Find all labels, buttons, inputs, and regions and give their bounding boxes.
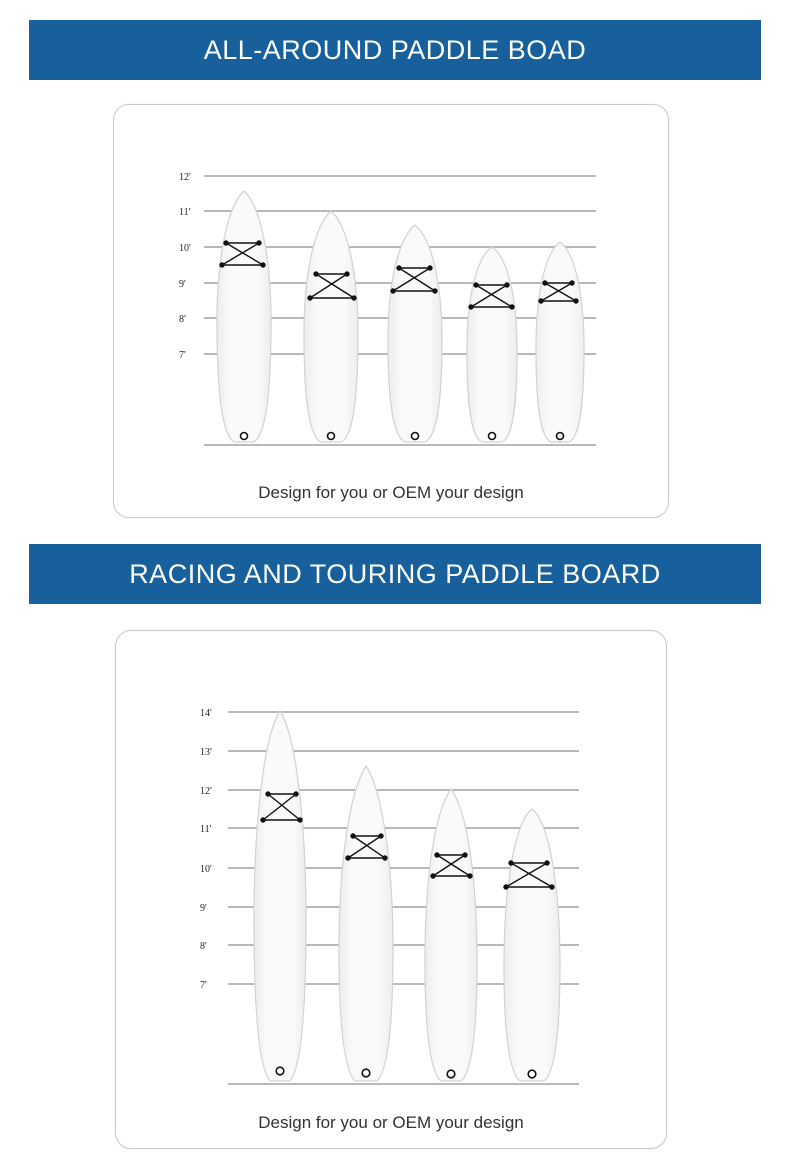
fin-box-icon (362, 1069, 370, 1077)
y-axis-label: 9' (200, 903, 207, 914)
fin-box-icon (528, 1070, 536, 1078)
y-axis-label: 13' (200, 747, 212, 758)
chart-caption: Design for you or OEM your design (258, 1113, 524, 1132)
paddle-board (425, 789, 477, 1081)
y-axis-label: 8' (200, 941, 207, 952)
paddle-board (536, 242, 584, 442)
y-axis-label: 8' (179, 314, 186, 325)
y-axis-label: 7' (200, 980, 207, 991)
board-size-chart-all-around (113, 104, 669, 518)
board-diagram (116, 631, 666, 1148)
y-axis-label: 10' (179, 243, 191, 254)
section-banner-racing-touring (29, 544, 761, 604)
fin-box-icon (328, 433, 335, 440)
paddle-board (388, 225, 442, 442)
section-title: ALL-AROUND PADDLE BOAD (203, 34, 587, 65)
y-axis-label: 7' (179, 350, 186, 361)
board-diagram (114, 105, 668, 517)
fin-box-icon (557, 433, 564, 440)
fin-box-icon (276, 1067, 284, 1075)
fin-box-icon (447, 1070, 455, 1078)
fin-box-icon (489, 433, 496, 440)
section-title: RACING AND TOURING PADDLE BOARD (129, 558, 661, 589)
y-axis-label: 12' (200, 786, 212, 797)
paddle-board (467, 247, 517, 442)
y-axis-label: 11' (179, 207, 191, 218)
paddle-board (339, 766, 393, 1081)
paddle-board (504, 809, 560, 1081)
y-axis-label: 14' (200, 708, 212, 719)
paddle-board (304, 211, 358, 442)
y-axis-label: 10' (200, 864, 212, 875)
fin-box-icon (241, 433, 248, 440)
y-axis-label: 12' (179, 172, 191, 183)
y-axis-label: 11' (200, 824, 212, 835)
section-banner-all-around (29, 20, 761, 80)
paddle-board (217, 191, 271, 442)
chart-caption: Design for you or OEM your design (258, 483, 524, 502)
y-axis-label: 9' (179, 279, 186, 290)
fin-box-icon (412, 433, 419, 440)
paddle-board (254, 711, 306, 1081)
board-size-chart-racing-touring (115, 630, 667, 1149)
